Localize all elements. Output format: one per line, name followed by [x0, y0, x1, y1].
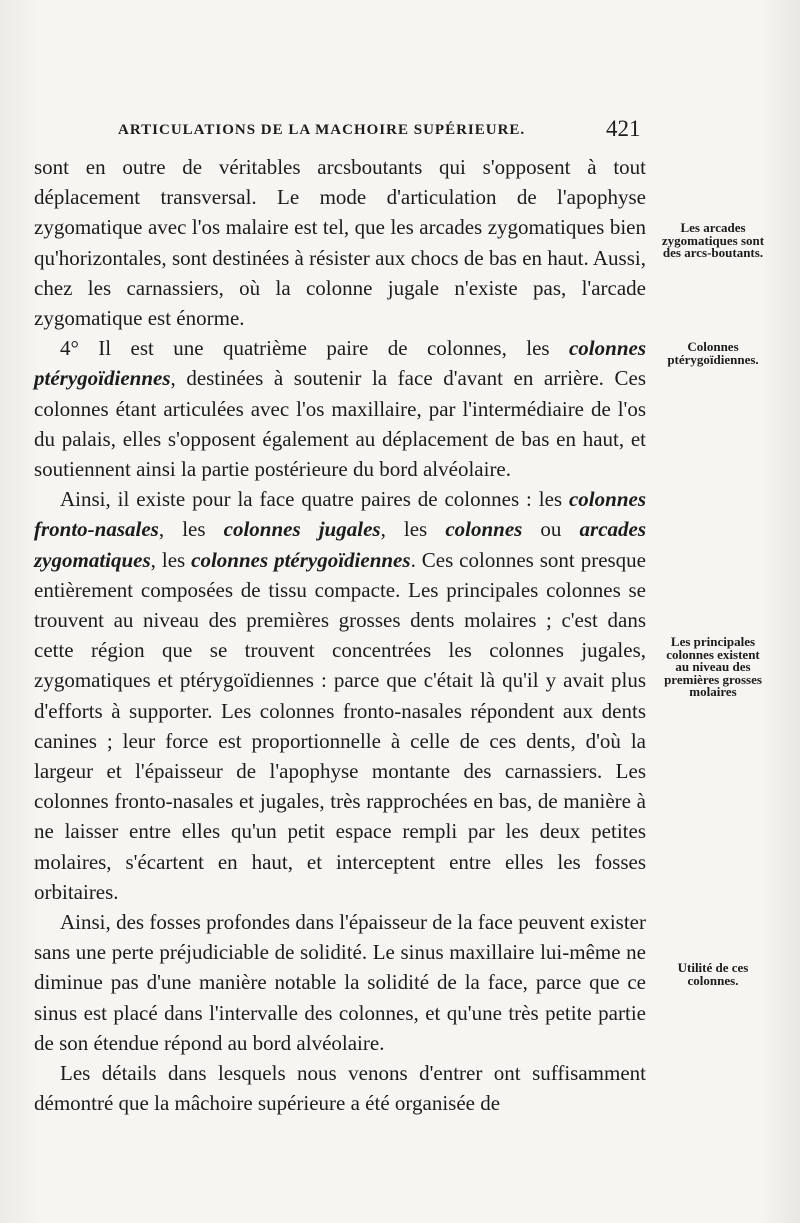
- p3-text-i: , les: [150, 547, 192, 572]
- paragraph-3: [34, 484, 646, 907]
- term-colonnes: colonnes: [445, 517, 523, 542]
- p2-text-a: 4° Il est une quatrième paire de colonnes, les: [60, 336, 569, 361]
- term-colonnes-jugales: colonnes jugales: [223, 517, 381, 542]
- paragraph-4: Ainsi, des fosses profondes dans l'épaisseur de la face peuvent exister sans une perte préjudiciable de solidité. Le sinus maxillaire lui-même ne diminue pas d'une manière notable la solidité de la face, parce que ce sinus est placé dans l'intervalle des colonnes, et qu'une très petite partie de son étendue répond au bord alvéolaire.: [34, 910, 646, 1055]
- body-text: [34, 152, 646, 1119]
- margin-note-pterygoidiennes: Colonnes ptérygoïdiennes.: [667, 339, 759, 367]
- paragraph-2: [34, 333, 646, 484]
- paragraph-5: Les détails dans lesquels nous venons d'entrer ont suffisamment démontré que la mâchoire supérieure a été organisée de: [34, 1061, 646, 1116]
- running-head-title: ARTICULATIONS DE LA MACHOIRE SUPÉRIEURE.: [118, 122, 526, 138]
- p3-text-k: . Ces colonnes sont presque entièrement composées de tissu compacte. Les principales colonnes se trouvent au niveau des premières grosses dents molaires ; c'est dans cette région que se trouvent concentrées les colonnes jugales, zygomatiques et ptérygoïdiennes : parce que c'était là qu'il y avait plus d'efforts à supporter. Les colonnes fronto-nasales répondent aux dents canines ; leur force est proportionnelle à celle de ces dents, d'où la largeur et l'épaisseur de l'apophyse montante des carnassiers. Les colonnes fronto-nasales et jugales, très rapprochées en bas, de manière à ne laisser entre elles qu'un petit espace rempli par les deux petites molaires, s'écartent en haut, et interceptent entre elles les fosses orbitaires.: [34, 547, 647, 904]
- term-colonnes-fronto-nasales: colonnes fronto-nasales: [34, 487, 646, 542]
- page-number: 421: [606, 116, 641, 141]
- paragraph-1: sont en outre de véritables arcsboutants qui s'opposent à tout déplacement transversal. Le mode d'articulation de l'apophyse zygomatique avec l'os malaire est tel, que les arcades zygomatiques bien qu'horizontales, sont destinées à résister aux chocs de bas en haut. Aussi, chez les carnassiers, où la colonne jugale n'existe pas, l'arcade zygomatique est énorme.: [34, 155, 646, 331]
- margin-note-utilite: Utilité de ces colonnes.: [677, 960, 749, 988]
- term-arcades-zygomatiques: arcades zygomatiques: [34, 517, 647, 572]
- running-head: [118, 118, 658, 144]
- p3-text-a: Ainsi, il existe pour la face quatre paires de colonnes : les: [60, 487, 569, 512]
- p3-text-e: , les: [380, 517, 446, 542]
- term-colonnes-pterygoidiennes: colonnes ptérygoïdiennes: [34, 336, 646, 391]
- p3-text-g: ou: [522, 517, 580, 542]
- margin-note-principales: Les principales colonnes existent au niveau des premières grosses molaires: [664, 634, 762, 699]
- p2-text-c: , destinées à soutenir la face d'avant en arrière. Ces colonnes étant articulées avec l'os maxillaire, par l'intermédiaire de l'os du palais, elles s'opposent également au déplacement de bas en haut, et soutiennent ainsi la partie postérieure du bord alvéolaire.: [34, 366, 646, 482]
- term-colonnes-pterygoidiennes-2: colonnes ptérygoïdiennes: [191, 547, 411, 572]
- margin-note-arcades: Les arcades zygomatiques sont des arcs-boutants.: [661, 220, 765, 260]
- p3-text-c: , les: [158, 517, 224, 542]
